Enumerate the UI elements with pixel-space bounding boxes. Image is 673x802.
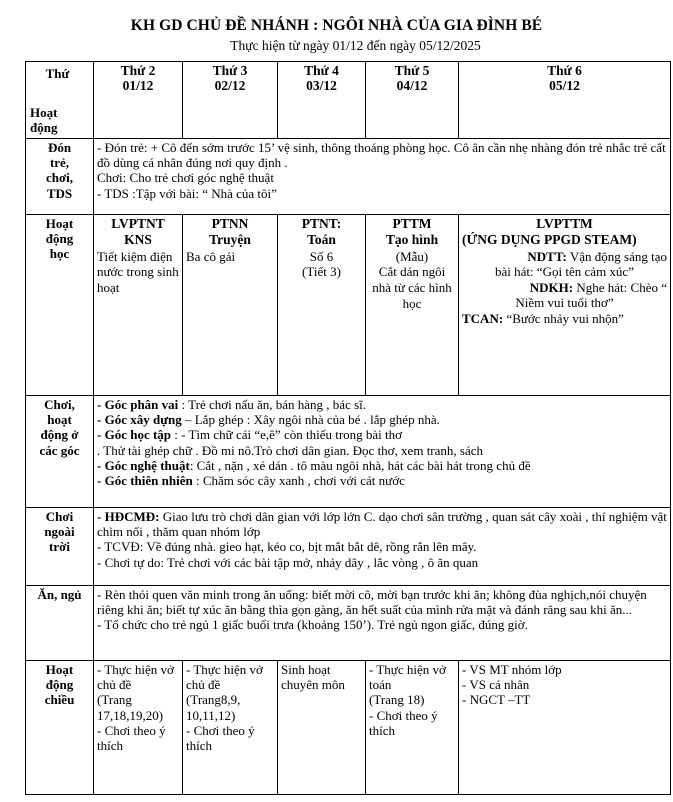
cell-choi-ngoai-troi-content (94, 507, 671, 585)
cell-chieu-wednesday (278, 660, 366, 794)
goc-item-2 (97, 412, 667, 427)
header-day-1-date: 01/12 (122, 78, 154, 94)
header-day-5-name: Thứ 6 (547, 62, 582, 78)
goc-item-3-text: : - Tìm chữ cái “e,ê” còn thiếu trong bài thơ (171, 427, 403, 443)
hdh-thu-head2: Tạo hình (385, 232, 439, 248)
hdh-mon-body: Tiết kiệm điện nước trong sinh hoạt (97, 248, 179, 295)
cell-hdh-monday (94, 214, 183, 395)
ngoaitroi-item-1-label: - HĐCMĐ: (97, 508, 160, 524)
cell-an-ngu-content (94, 585, 671, 660)
goc-item-2-label: - Góc xây dựng (97, 411, 182, 427)
hdh-mon-head1: LVPTNT (111, 215, 165, 231)
header-corner-cell (26, 61, 94, 138)
row-label-hoat-dong-hoc: Hoạt động học (26, 214, 94, 395)
don-tre-line-2: Chơi: Cho trẻ chơi góc nghệ thuật (97, 170, 274, 186)
row-label-choi-goc: Chơi, hoạt động ở các góc (26, 395, 94, 507)
goc-item-6-text: : Chăm sóc cây xanh , chơi với cát nước (192, 473, 405, 489)
cell-choi-goc-content (94, 395, 671, 507)
corner-label-thu: Thứ (45, 65, 70, 81)
hdh-thu-body2: Cắt dán ngôi nhà từ các hình học (372, 264, 452, 312)
goc-item-6-label: - Góc thiên nhiên (97, 473, 193, 489)
header-day-4-name: Thứ 5 (394, 62, 430, 78)
cell-hdh-tuesday (183, 214, 278, 395)
goc-item-5-label: - Góc nghệ thuật (97, 457, 190, 473)
header-day-3-date: 03/12 (306, 78, 337, 94)
page-title: KH GD CHỦ ĐỀ NHÁNH : NGÔI NHÀ CỦA GIA ĐÌNH BÉ (130, 17, 543, 34)
ngoaitroi-item-1 (97, 509, 667, 540)
chieu-mon-line-2: (Trang 17,18,19,20) (97, 692, 164, 723)
cell-chieu-thursday (366, 660, 459, 794)
cell-hdh-thursday (366, 214, 459, 395)
hdh-tue-head1: PTNN (211, 215, 249, 231)
table-header-row (26, 61, 671, 138)
corner-label-hoatdong: Hoạt động (30, 104, 58, 135)
hdh-thu-body1: (Mẫu) (395, 248, 429, 264)
header-day-5-date: 05/12 (549, 78, 580, 94)
weekly-plan-table (25, 61, 671, 795)
header-day-2 (183, 61, 278, 138)
cell-chieu-tuesday (183, 660, 278, 794)
chieu-fri-line-1: - VS MT nhóm lớp (462, 661, 562, 677)
header-day-2-name: Thứ 3 (212, 62, 248, 78)
header-day-2-date: 02/12 (214, 78, 246, 94)
goc-item-1-text: : Trẻ chơi nấu ăn, bán hàng , bác sĩ. (178, 396, 367, 412)
chieu-fri-line-3: - NGCT –TT (462, 692, 531, 708)
hdh-fri-head2: (ỨNG DỤNG PPGD STEAM) (462, 232, 637, 248)
hdh-tue-body: Ba cô gái (186, 248, 236, 264)
hdh-wed-head2: Toán (307, 232, 336, 248)
hdh-thu-head1: PTTM (392, 215, 432, 231)
don-tre-line-1: - Đón trẻ: + Cô đến sớm trước 15’ vệ sinh, thông thoáng phòng học. Cô ân cần nhẹ nhàng đón trẻ nhắc trẻ cất đồ dùng cá nhân đúng nơi quy định . (97, 139, 666, 170)
goc-item-4-text: . Thử tài ghép chữ . Đồ mi nô.Trò chơi dân gian. Đọc thơ, xem tranh, sách (97, 442, 484, 458)
hdh-fri-ndkh-line1 (462, 280, 667, 296)
hdh-fri-ndtt-text: Vận động sáng tạo (566, 248, 667, 264)
row-an-ngu (26, 585, 671, 660)
header-day-3-name: Thứ 4 (304, 62, 339, 78)
chieu-thu-line-3: - Chơi theo ý thích (369, 707, 438, 738)
chieu-tue-line-3: - Chơi theo ý thích (186, 722, 255, 754)
cell-chieu-friday (459, 660, 671, 794)
row-label-an-ngu: Ăn, ngủ (26, 585, 94, 660)
row-label-don-tre: Đón trẻ, chơi, TDS (26, 138, 94, 214)
an-ngu-line-2: - Tổ chức cho trẻ ngủ 1 giấc buổi trưa (khoảng 150’). Trẻ ngủ ngon giấc, đúng giờ. (97, 617, 528, 633)
ngoaitroi-item-1-text: Giao lưu trò chơi dân gian với lớp lớn C. dạo chơi sân trường , quan sát cây xoài , thí nghiệm vật chìm nổi , thăm quan nhóm lớp (97, 508, 667, 539)
hdh-tue-head2: Truyện (209, 232, 251, 248)
header-day-3 (278, 61, 366, 138)
cell-hdh-wednesday (278, 214, 366, 395)
hdh-fri-ndkh-label: NDKH: (529, 279, 574, 295)
ngoaitroi-item-3: - Chơi tự do: Trẻ chơi với các bài tập mở, nhảy dây , lắc vòng , ô ăn quan (97, 554, 479, 570)
header-day-4-date: 04/12 (396, 78, 428, 94)
header-day-1-name: Thứ 2 (120, 62, 156, 78)
hdh-fri-ndtt-label: NDTT: (527, 248, 567, 264)
row-hoat-dong-hoc (26, 214, 671, 395)
hdh-fri-tcan-text: “Bước nhảy vui nhộn” (503, 310, 624, 326)
hdh-fri-tcan-line (462, 311, 667, 327)
row-label-hoat-dong-chieu: Hoạt động chiều (26, 660, 94, 794)
goc-item-2-text: – Lắp ghép : Xây ngôi nhà của bé . lắp ghép nhà. (181, 411, 440, 427)
goc-item-3 (97, 427, 667, 442)
hdh-fri-ndkh-line2: Niềm vui tuổi thơ” (515, 295, 614, 311)
goc-item-1-label: - Góc phân vai (97, 396, 179, 412)
cell-don-tre-content (94, 138, 671, 214)
header-day-4 (366, 61, 459, 138)
row-choi-ngoai-troi (26, 507, 671, 585)
row-label-choi-ngoai-troi: Chơi ngoài trời (26, 507, 94, 585)
hdh-wed-body1: Số 6 (309, 248, 334, 264)
header-day-1 (94, 61, 183, 138)
goc-item-5 (97, 458, 667, 473)
don-tre-line-3: - TDS :Tập với bài: “ Nhà của tôi” (97, 185, 277, 201)
row-hoat-dong-chieu (26, 660, 671, 794)
goc-item-1 (97, 397, 667, 412)
chieu-thu-line-2: (Trang 18) (369, 692, 425, 708)
row-choi-goc (26, 395, 671, 507)
chieu-fri-line-2: - VS cá nhân (462, 676, 530, 692)
ngoaitroi-item-2: - TCVĐ: Về đúng nhà. gieo hạt, kéo co, bịt mắt bắt dê, rồng rắn lên mây. (97, 539, 477, 555)
hdh-wed-head1: PTNT: (301, 215, 342, 231)
hdh-fri-ndkh-text: Nghe hát: Chèo “ (573, 279, 667, 295)
hdh-fri-tcan-label: TCAN: (462, 310, 504, 326)
goc-item-5-text: : Cắt , nặn , xé dán . tô màu ngôi nhà, hát các bài hát trong chủ đề (189, 457, 531, 473)
chieu-mon-line-1: - Thực hiện vở chủ đề (97, 661, 174, 692)
cell-chieu-monday (94, 660, 183, 794)
chieu-wed-line-1: Sinh hoạt chuyên môn (281, 661, 345, 692)
chieu-thu-line-1: - Thực hiện vở toán (369, 661, 446, 692)
header-day-5 (459, 61, 671, 138)
hdh-fri-ndtt-line1 (462, 249, 667, 265)
goc-item-4 (97, 443, 667, 458)
an-ngu-line-1: - Rèn thói quen văn minh trong ăn uống: biết mời cô, mời bạn trước khi ăn; không đùa nghịch,nói chuyện riêng khi ăn; biết tự xúc ăn bằng thìa gọn gàng, ăn hết suất của mình rửa mặt và đánh răng sau khi ăn... (97, 586, 647, 617)
chieu-mon-line-3: - Chơi theo ý thích (97, 722, 166, 754)
hdh-mon-head2: KNS (124, 232, 152, 248)
hdh-fri-ndtt-line2: bài hát: “Gọi tên cảm xúc” (495, 264, 634, 280)
page-subtitle: Thực hiện từ ngày 01/12 đến ngày 05/12/2025 (230, 38, 481, 54)
cell-hdh-friday (459, 214, 671, 395)
goc-item-3-label: - Góc học tập (97, 427, 172, 443)
chieu-tue-line-2: (Trang8,9, 10,11,12) (186, 692, 241, 723)
chieu-tue-line-1: - Thực hiện vở chủ đề (186, 661, 263, 692)
hdh-fri-head1: LVPTTM (536, 215, 593, 231)
row-don-tre (26, 138, 671, 214)
goc-item-6 (97, 473, 667, 488)
hdh-wed-body2: (Tiết 3) (302, 264, 341, 280)
